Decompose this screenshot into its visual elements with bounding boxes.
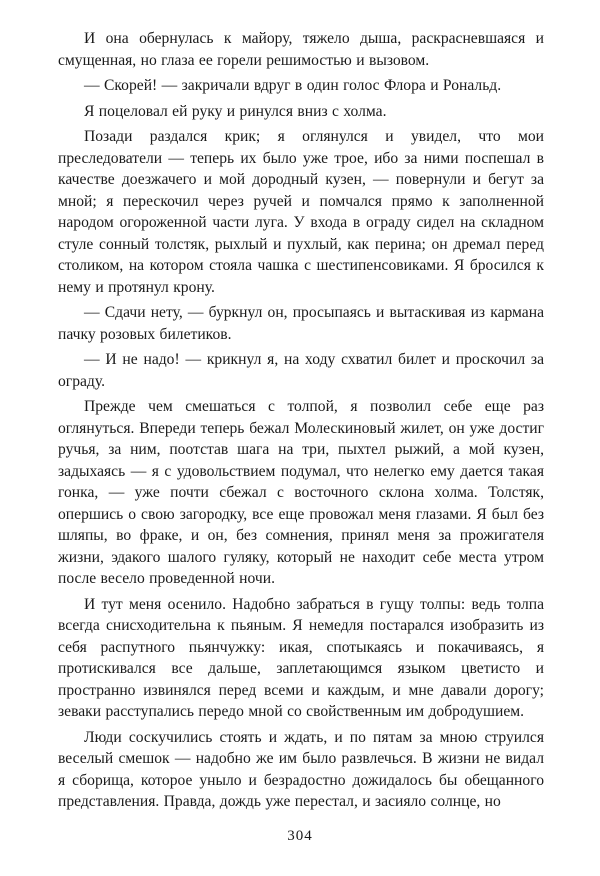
paragraph-7: Прежде чем смешаться с толпой, я позволил себе еще раз оглянуться. Впереди теперь бежал Молескиновый жилет, он уже достиг ручья, за ним, поотстав шага на три, пыхтел рыжий, а мой кузен, задыхаясь — я с удовольствием подумал, что нелегко ему дается такая гонка, — уже почти сбежал с восточного склона холма. Толстяк, опершись о свою загородку, все еще провожал меня глазами. Я был без шляпы, во фраке, и он, без сомнения, принял меня за прожигателя жизни, эдакого шалого гуляку, который не находит себе места утром после весело проведенной ночи. xyxy=(58,398,544,587)
paragraph-4: Позади раздался крик; я оглянулся и увидел, что мои преследователи — теперь их было уже трое, ибо за ними поспешал в качестве доезжачего и мой дородный кузен, — повернули и бегут за мной; я перескочил через ручей и помчался прямо к заполненной народом огороженной части луга. У входа в ограду сидел на складном стуле сонный толстяк, рыхлый и пухлый, как перина; он дремал перед столиком, на котором стояла чашка с шестипенсовиками. Я бросился к нему и протянул крону. xyxy=(58,128,544,296)
paragraph-1: И она обернулась к майору, тяжело дыша, раскрасневшаяся и смущенная, но глаза ее горели решимостью и вызовом. xyxy=(58,30,544,69)
paragraph-5: — Сдачи нету, — буркнул он, просыпаясь и вытаскивая из кармана пачку розовых билетиков. xyxy=(58,304,544,343)
paragraph-6: — И не надо! — крикнул я, на ходу схватил билет и проскочил за ограду. xyxy=(58,351,544,390)
book-page xyxy=(58,28,544,828)
paragraph-2: — Скорей! — закричали вдруг в один голос Флора и Рональд. xyxy=(84,77,502,94)
paragraph-9: Люди соскучились стоять и ждать, и по пятам за мною струился веселый смешок — надобно же им было развлечься. В жизни не видал я сборища, которое уныло и безрадостно дожидалось бы обещанного представления. Правда, дождь уже перестал, и засияло солнце, но xyxy=(58,728,544,810)
page-number: 304 xyxy=(287,828,313,844)
paragraph-3: Я поцеловал ей руку и ринулся вниз с холма. xyxy=(84,102,387,120)
paragraph-8: И тут меня осенило. Надобно забраться в гущу толпы: ведь толпа всегда снисходительна к пьяным. Я немедля постарался изобразить из себя распутного пьянчужку: икая, спотыкаясь и покачиваясь, я протискивался все дальше, заплетающимся языком цветисто и пространно извинялся перед всеми и каждым, и мне давали дорогу; зеваки расступались передо мной со свойственным им добродушием. xyxy=(58,595,544,720)
